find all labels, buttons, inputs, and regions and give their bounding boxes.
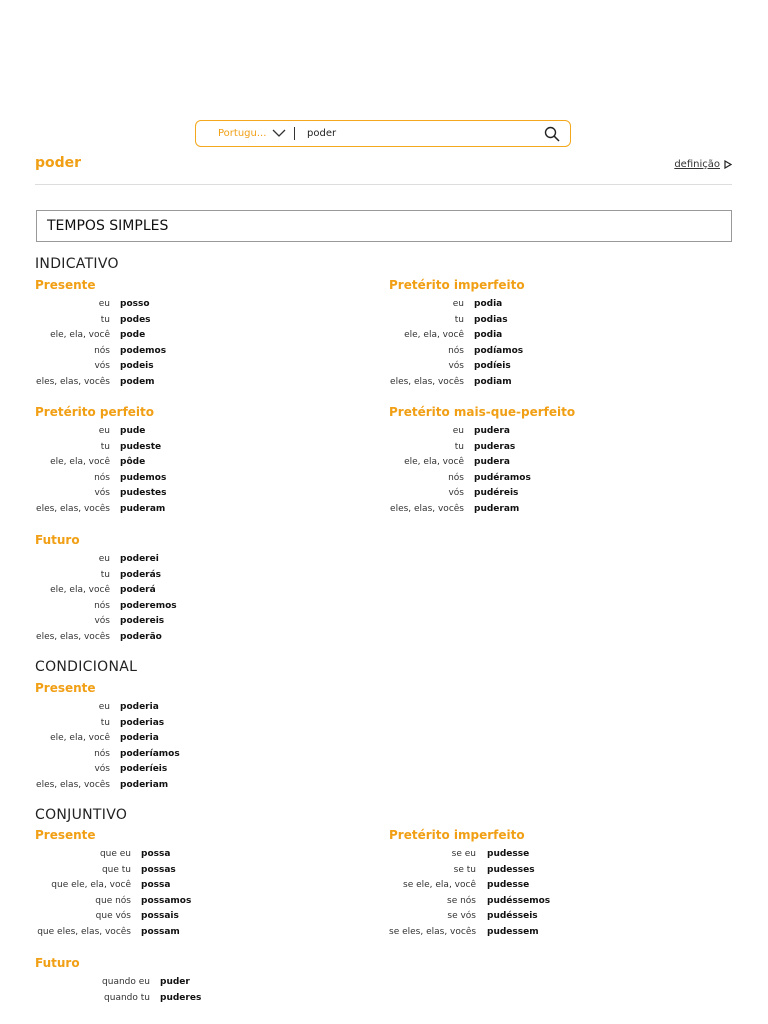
pronoun: tu — [454, 441, 464, 452]
chevron-down-icon — [272, 129, 286, 138]
pronoun: eles, elas, vocês — [390, 376, 464, 387]
conjugation-row — [389, 847, 719, 862]
pronoun: que tu — [101, 864, 131, 875]
conjugation-row — [35, 847, 365, 862]
verb-form: pudesse — [487, 880, 530, 890]
conjugation-row — [389, 313, 719, 328]
pronoun: eles, elas, vocês — [36, 779, 110, 790]
verb-form: poderíeis — [120, 764, 168, 774]
mood-heading: CONDICIONAL — [35, 659, 138, 675]
tense-heading: Pretérito imperfeito — [389, 278, 525, 292]
pronoun: ele, ela, você — [50, 330, 110, 340]
pronoun: eu — [98, 554, 110, 564]
section-header: TEMPOS SIMPLES — [36, 210, 732, 242]
conjugation-row — [389, 359, 719, 374]
verb-form: posso — [120, 299, 150, 309]
verb-form: podia — [474, 299, 503, 309]
pronoun: eles, elas, vocês — [36, 631, 110, 642]
verb-form: poderia — [120, 733, 159, 743]
verb-form: pudestes — [120, 488, 167, 498]
pronoun: vós — [448, 488, 464, 498]
pronoun: eu — [98, 299, 110, 309]
conjugation-row — [389, 486, 719, 501]
conjugation-row — [35, 762, 365, 777]
verb-form: pudessem — [487, 926, 539, 937]
verb-form: podias — [474, 314, 508, 325]
conjugation-row — [35, 747, 365, 762]
conjugation-row — [389, 297, 719, 312]
conjugation-row — [35, 552, 365, 567]
pronoun: que eu — [99, 849, 131, 859]
verb-form: podíeis — [474, 361, 511, 371]
conjugation-row — [35, 471, 365, 486]
verb-title: poder — [35, 155, 82, 171]
definition-link[interactable] — [674, 159, 732, 170]
conjugation-row — [35, 731, 365, 746]
triangle-right-icon — [724, 160, 732, 169]
pronoun: se vós — [447, 911, 476, 921]
conjugation-row — [35, 863, 365, 878]
conjugation-row — [389, 455, 719, 470]
conjugation-row — [35, 297, 365, 312]
pronoun: eu — [452, 426, 464, 436]
pronoun: vós — [94, 488, 110, 498]
verb-form: puderam — [120, 503, 166, 514]
pronoun: quando tu — [104, 992, 150, 1003]
search-input[interactable] — [307, 128, 527, 139]
verb-form: poderá — [120, 585, 156, 595]
pronoun: nós — [448, 345, 464, 356]
conjugation-row — [35, 599, 365, 614]
verb-form: poderias — [120, 717, 165, 728]
conjugation-row — [35, 455, 365, 470]
pronoun: se ele, ela, você — [403, 880, 476, 890]
conjugation-row — [35, 568, 365, 583]
verb-form: possam — [141, 926, 180, 937]
tense-heading: Futuro — [35, 533, 80, 547]
conjugation-row — [35, 502, 365, 517]
verb-form: possas — [141, 864, 176, 875]
pronoun: tu — [100, 717, 110, 728]
conjugation-row — [35, 700, 365, 715]
conjugation-row — [35, 486, 365, 501]
conjugation-row — [35, 440, 365, 455]
conjugation-row — [389, 424, 719, 439]
mood-heading: INDICATIVO — [35, 256, 119, 272]
verb-form: podíamos — [474, 345, 524, 356]
verb-form: podem — [120, 376, 155, 387]
pronoun: eu — [98, 702, 110, 712]
pronoun: ele, ela, você — [50, 733, 110, 743]
search-bar — [195, 120, 571, 147]
search-icon[interactable] — [544, 126, 560, 142]
pronoun: ele, ela, você — [404, 330, 464, 340]
verb-form: pudéreis — [474, 488, 519, 498]
conjugation-row — [35, 925, 365, 940]
verb-form: pudera — [474, 457, 510, 467]
tense-heading: Presente — [35, 681, 96, 695]
pronoun: nós — [94, 472, 110, 483]
pronoun: nós — [94, 600, 110, 611]
conjugation-row — [389, 375, 719, 390]
conjugation-row — [389, 863, 719, 878]
verb-form: poderemos — [120, 600, 177, 611]
conjugation-row — [389, 894, 719, 909]
divider — [35, 184, 732, 185]
verb-form: pudesse — [487, 849, 530, 859]
verb-form: poderei — [120, 554, 159, 564]
pronoun: vós — [94, 616, 110, 626]
verb-form: pudera — [474, 426, 510, 436]
pronoun: vós — [94, 361, 110, 371]
verb-form: poderia — [120, 702, 159, 712]
conjugation-row — [389, 878, 719, 893]
conjugation-row — [35, 614, 365, 629]
conjugation-row — [35, 778, 365, 793]
verb-form: pudeste — [120, 441, 162, 452]
tense-heading: Pretérito perfeito — [35, 405, 155, 419]
pronoun: que nós — [95, 895, 131, 906]
conjugation-row — [389, 471, 719, 486]
conjugation-row — [389, 328, 719, 343]
pronoun: vós — [448, 361, 464, 371]
pronoun: vós — [94, 764, 110, 774]
pronoun: que ele, ela, você — [51, 880, 131, 890]
tense-heading: Presente — [35, 828, 96, 842]
verb-form: podiam — [474, 376, 512, 387]
conjugation-row — [35, 328, 365, 343]
language-select[interactable] — [218, 128, 290, 139]
verb-form: podia — [474, 330, 503, 340]
verb-form: podemos — [120, 345, 167, 356]
conjugation-row — [35, 894, 365, 909]
verb-form: poderiam — [120, 779, 169, 790]
pronoun: se eles, elas, vocês — [389, 926, 477, 937]
verb-form: possamos — [141, 895, 192, 906]
pronoun: se nós — [447, 895, 476, 906]
verb-form: pudéssemos — [487, 895, 551, 906]
conjugation-row — [389, 440, 719, 455]
search-divider — [294, 127, 295, 140]
conjugation-row — [35, 424, 365, 439]
verb-form: pudésseis — [487, 911, 538, 921]
pronoun: nós — [94, 345, 110, 356]
conjugation-row — [35, 991, 365, 1006]
definition-link-label: definição — [674, 159, 720, 170]
conjugation-row — [389, 502, 719, 517]
pronoun: tu — [100, 569, 110, 580]
conjugation-row — [35, 344, 365, 359]
pronoun: se eu — [451, 849, 476, 859]
verb-form: possais — [141, 911, 179, 921]
verb-form: podeis — [120, 361, 154, 371]
pronoun: eu — [98, 426, 110, 436]
pronoun: eles, elas, vocês — [390, 503, 464, 514]
verb-form: possa — [141, 849, 171, 859]
verb-form: puderes — [160, 992, 202, 1003]
conjugation-row — [35, 878, 365, 893]
pronoun: ele, ela, você — [404, 457, 464, 467]
verb-form: poderás — [120, 569, 162, 580]
pronoun: ele, ela, você — [50, 457, 110, 467]
pronoun: se tu — [453, 864, 476, 875]
tense-heading: Presente — [35, 278, 96, 292]
verb-form: pudesses — [487, 864, 535, 875]
pronoun: eles, elas, vocês — [36, 376, 110, 387]
pronoun: nós — [448, 472, 464, 483]
verb-form: pôde — [120, 457, 146, 467]
verb-form: puder — [160, 977, 190, 987]
pronoun: tu — [100, 314, 110, 325]
conjugation-row — [389, 344, 719, 359]
pronoun: nós — [94, 748, 110, 759]
verb-form: puderas — [474, 441, 516, 452]
conjugation-row — [35, 716, 365, 731]
pronoun: ele, ela, você — [50, 585, 110, 595]
pronoun: que eles, elas, vocês — [37, 926, 131, 937]
verb-form: puderam — [474, 503, 520, 514]
verb-form: pode — [120, 330, 146, 340]
conjugation-row — [35, 313, 365, 328]
conjugation-row — [389, 909, 719, 924]
pronoun: tu — [454, 314, 464, 325]
tense-heading: Pretérito mais-que-perfeito — [389, 405, 576, 419]
language-select-label: Portugu... — [218, 128, 267, 139]
verb-form: pudéramos — [474, 472, 531, 483]
tense-heading: Pretérito imperfeito — [389, 828, 525, 842]
pronoun: quando eu — [102, 977, 150, 987]
conjugation-row — [35, 909, 365, 924]
pronoun: eles, elas, vocês — [36, 503, 110, 514]
pronoun: eu — [452, 299, 464, 309]
pronoun: tu — [100, 441, 110, 452]
verb-form: podes — [120, 314, 151, 325]
verb-form: poderíamos — [120, 748, 180, 759]
verb-form: podereis — [120, 616, 165, 626]
verb-form: possa — [141, 880, 171, 890]
conjugation-row — [35, 375, 365, 390]
conjugation-row — [35, 975, 365, 990]
pronoun: que vós — [95, 911, 131, 921]
verb-form: pudemos — [120, 472, 167, 483]
verb-form: poderão — [120, 631, 162, 642]
conjugation-row — [389, 925, 719, 940]
conjugation-row — [35, 630, 365, 645]
conjugation-row — [35, 359, 365, 374]
conjugation-row — [35, 583, 365, 598]
mood-heading: CONJUNTIVO — [35, 807, 128, 823]
tense-heading: Futuro — [35, 956, 80, 970]
verb-form: pude — [120, 426, 146, 436]
